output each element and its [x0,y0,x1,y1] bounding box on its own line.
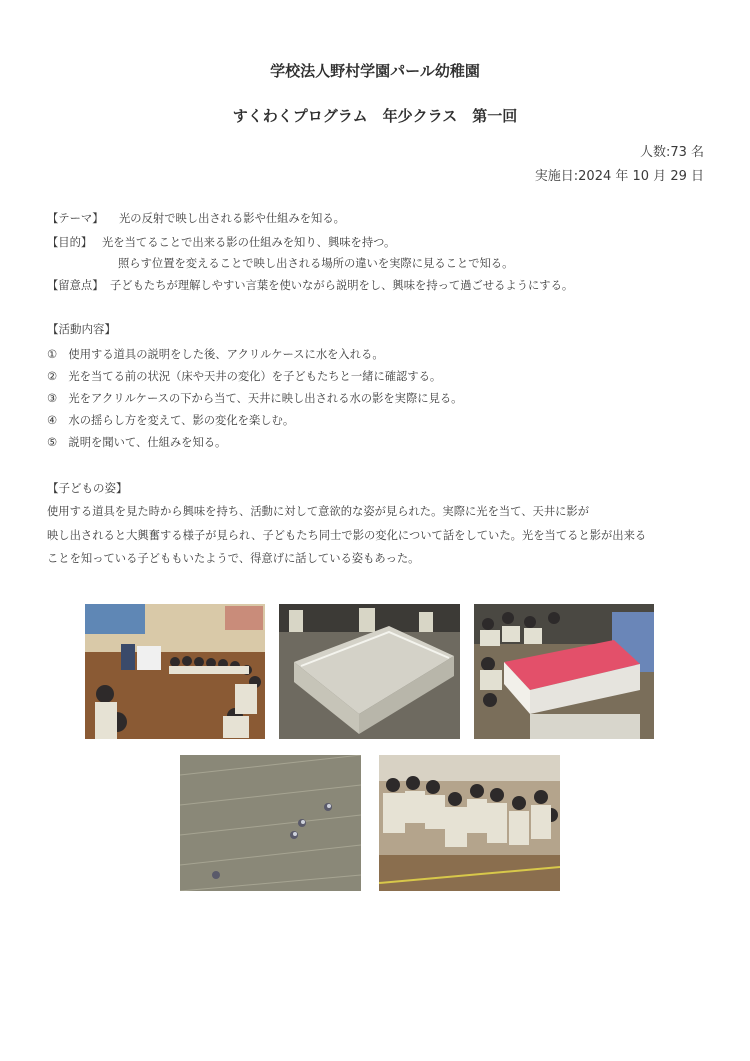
purpose-text-2: 照らす位置を変えることで映し出される場所の違いを実際に見ることで知る。 [118,257,514,270]
activities-heading: 【活動内容】 [47,322,116,336]
photo-acrylic-case [279,604,460,739]
children-line: 使用する道具を見た時から興味を持ち、活動に対して意欲的な姿が見られた。実際に光を当て、天井に影が [47,505,590,518]
purpose-label: 【目的】 [47,236,93,249]
children-line: ことを知っている子どももいたようで、得意げに話している姿もあった。 [47,552,420,565]
activity-item: ② 光を当てる前の状況（床や天井の変化）を子どもたちと一緒に確認する。 [47,370,442,383]
purpose-text-1: 光を当てることで出来る影の仕組みを知り、興味を持つ。 [102,236,396,249]
children-heading: 【子どもの姿】 [47,481,128,495]
photo-ceiling-shadows [180,755,361,891]
theme-label: 【テーマ】 [47,212,104,225]
photo-red-light-water [474,604,654,739]
activity-item: ⑤ 説明を聞いて、仕組みを知る。 [47,436,227,449]
activity-item: ① 使用する道具の説明をした後、アクリルケースに水を入れる。 [47,348,384,361]
activity-item: ④ 水の揺らし方を変えて、影の変化を楽しむ。 [47,414,295,427]
activity-item: ③ 光をアクリルケースの下から当て、天井に映し出される水の影を実際に見る。 [47,392,463,405]
participant-count: 人数:73 名 [639,145,704,160]
school-name: 学校法人野村学園パール幼稚園 [270,62,480,80]
photo-children-watching [379,755,560,891]
children-line: 映し出されると大興奮する様子が見られ、子どもたち同士で影の変化について話をしていた。光を当てると影が出来る [47,529,647,542]
notes-text: 子どもたちが理解しやすい言葉を使いながら説明をし、興味を持って過ごせるようにする。 [110,279,574,292]
implementation-date: 実施日:2024 年 10 月 29 日 [534,169,704,184]
program-title: すくわくプログラム 年少クラス 第一回 [232,107,518,125]
photo-classroom [85,604,265,739]
notes-label: 【留意点】 [47,279,104,292]
theme-text: 光の反射で映し出される影や仕組みを知る。 [119,212,345,225]
